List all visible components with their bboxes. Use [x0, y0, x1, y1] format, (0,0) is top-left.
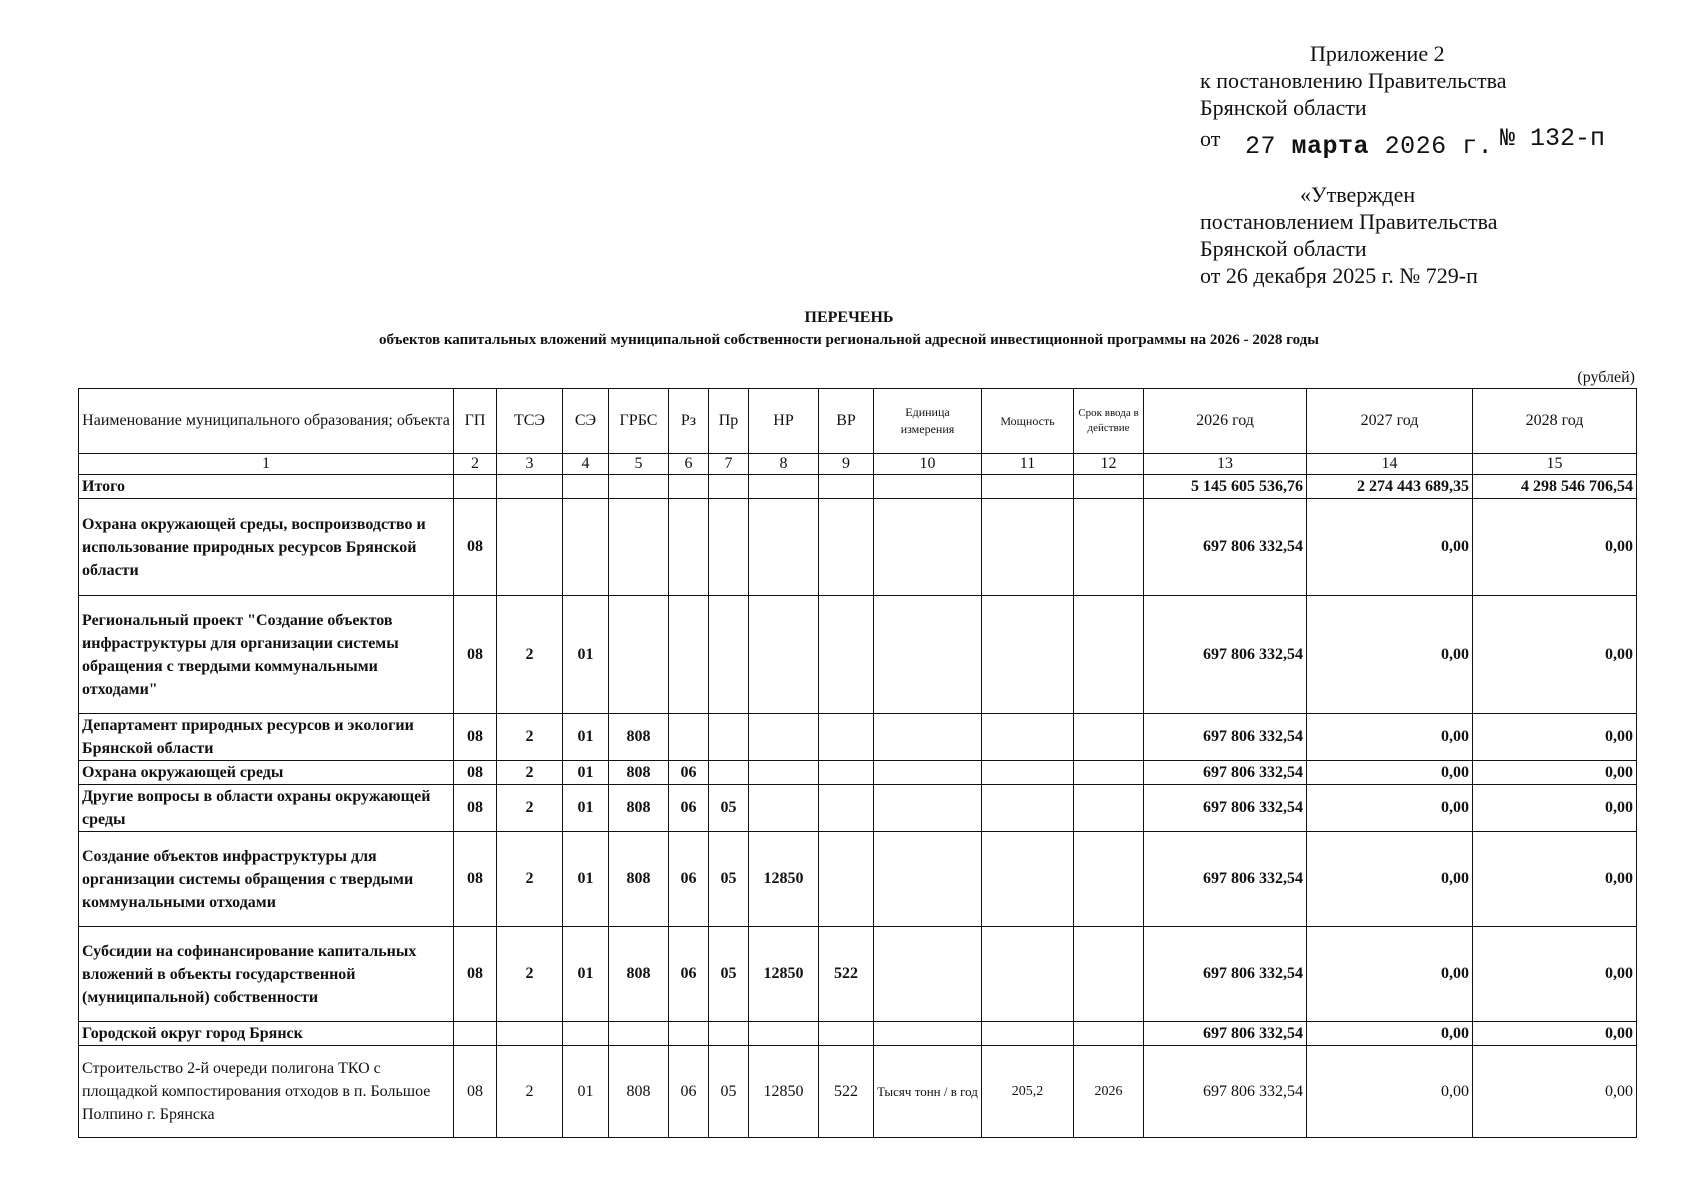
- cell-2028: 0,00: [1473, 1022, 1637, 1046]
- cell-se: 01: [563, 714, 609, 761]
- unit-note: (рублей): [1577, 369, 1635, 386]
- cell-grbs: 808: [609, 761, 669, 785]
- cell-unit: [874, 1022, 982, 1046]
- cell-term: [1074, 596, 1144, 714]
- approved-line-1: «Утвержден: [1300, 182, 1416, 207]
- column-number-row: [79, 454, 1637, 475]
- approved-line-4: от 26 декабря 2025 г. № 729-п: [1200, 263, 1478, 288]
- cell-rz: [669, 596, 709, 714]
- cell-2028: 0,00: [1473, 785, 1637, 832]
- cell-tse: 2: [497, 785, 563, 832]
- cell-nr: [749, 714, 819, 761]
- cell-unit: [874, 927, 982, 1022]
- cell-2027: 0,00: [1307, 499, 1473, 596]
- row-name: Итого: [79, 475, 454, 499]
- column-number: 12: [1074, 454, 1144, 475]
- cell-tse: 2: [497, 714, 563, 761]
- header-tse: ТСЭ: [497, 389, 563, 454]
- table-row: [79, 1046, 1637, 1138]
- column-number: 4: [563, 454, 609, 475]
- cell-tse: [497, 475, 563, 499]
- header-name: Наименование муниципального образования; объекта: [79, 389, 454, 454]
- cell-2027: 0,00: [1307, 832, 1473, 927]
- date-day: 27: [1245, 132, 1277, 161]
- row-name: Региональный проект "Создание объектов инфраструктуры для организации системы обращения с твердыми коммунальными отходами": [79, 596, 454, 714]
- cell-2026: 5 145 605 536,76: [1144, 475, 1307, 499]
- column-number: 1: [79, 454, 454, 475]
- column-number: 5: [609, 454, 669, 475]
- approved-block: [1200, 181, 1660, 289]
- cell-unit: [874, 596, 982, 714]
- cell-2028: 4 298 546 706,54: [1473, 475, 1637, 499]
- row-name: Городской округ город Брянск: [79, 1022, 454, 1046]
- table-row: [79, 714, 1637, 761]
- table-row: [79, 927, 1637, 1022]
- header-row: [79, 389, 1637, 454]
- cell-nr: [749, 1022, 819, 1046]
- cell-gp: 08: [454, 499, 497, 596]
- cell-power: [982, 832, 1074, 927]
- cell-rz: [669, 475, 709, 499]
- header-term: Срок ввода в действие: [1074, 389, 1144, 454]
- cell-2026: 697 806 332,54: [1144, 761, 1307, 785]
- cell-vr: 522: [819, 1046, 874, 1138]
- cell-se: 01: [563, 761, 609, 785]
- investment-table: [78, 388, 1637, 1138]
- cell-2028: 0,00: [1473, 832, 1637, 927]
- cell-pr: 05: [709, 785, 749, 832]
- cell-2028: 0,00: [1473, 499, 1637, 596]
- appendix-line-2: к постановлению Правительства: [1200, 68, 1507, 93]
- cell-nr: [749, 596, 819, 714]
- cell-nr: [749, 761, 819, 785]
- cell-rz: 06: [669, 761, 709, 785]
- cell-2026: 697 806 332,54: [1144, 785, 1307, 832]
- table-row: [79, 596, 1637, 714]
- cell-term: [1074, 785, 1144, 832]
- cell-se: [563, 1022, 609, 1046]
- cell-unit: [874, 785, 982, 832]
- cell-2027: 0,00: [1307, 761, 1473, 785]
- cell-grbs: [609, 499, 669, 596]
- cell-2028: 0,00: [1473, 596, 1637, 714]
- appendix-block: [1200, 40, 1660, 289]
- cell-unit: [874, 714, 982, 761]
- header-rz: Рз: [669, 389, 709, 454]
- cell-term: [1074, 714, 1144, 761]
- column-number: 8: [749, 454, 819, 475]
- cell-vr: [819, 475, 874, 499]
- cell-power: [982, 475, 1074, 499]
- cell-nr: 12850: [749, 1046, 819, 1138]
- column-number: 9: [819, 454, 874, 475]
- cell-rz: [669, 499, 709, 596]
- row-name: Субсидии на софинансирование капитальных вложений в объекты государственной (муниципальной) собственности: [79, 927, 454, 1022]
- cell-grbs: [609, 475, 669, 499]
- column-number: 14: [1307, 454, 1473, 475]
- cell-gp: 08: [454, 596, 497, 714]
- cell-unit: [874, 832, 982, 927]
- cell-power: [982, 499, 1074, 596]
- cell-tse: [497, 1022, 563, 1046]
- cell-rz: [669, 1022, 709, 1046]
- row-name: Департамент природных ресурсов и экологии Брянской области: [79, 714, 454, 761]
- cell-vr: [819, 596, 874, 714]
- date-prefix: от: [1200, 126, 1221, 151]
- cell-pr: [709, 714, 749, 761]
- column-number: 13: [1144, 454, 1307, 475]
- cell-pr: [709, 475, 749, 499]
- cell-rz: 06: [669, 1046, 709, 1138]
- cell-2028: 0,00: [1473, 714, 1637, 761]
- header-se: СЭ: [563, 389, 609, 454]
- cell-term: [1074, 475, 1144, 499]
- cell-nr: 12850: [749, 927, 819, 1022]
- cell-pr: 05: [709, 927, 749, 1022]
- cell-2027: 2 274 443 689,35: [1307, 475, 1473, 499]
- cell-pr: [709, 499, 749, 596]
- appendix-line-1: Приложение 2: [1310, 41, 1445, 66]
- table-body: [79, 475, 1637, 1138]
- date-month: марта: [1291, 132, 1370, 161]
- cell-grbs: 808: [609, 1046, 669, 1138]
- cell-pr: 05: [709, 1046, 749, 1138]
- approved-line-3: Брянской области: [1200, 236, 1367, 261]
- cell-pr: [709, 761, 749, 785]
- cell-vr: [819, 1022, 874, 1046]
- cell-term: [1074, 761, 1144, 785]
- cell-se: 01: [563, 785, 609, 832]
- cell-2028: 0,00: [1473, 761, 1637, 785]
- cell-2027: 0,00: [1307, 596, 1473, 714]
- cell-grbs: 808: [609, 714, 669, 761]
- cell-2026: 697 806 332,54: [1144, 1022, 1307, 1046]
- document-title: ПЕРЕЧЕНЬ: [804, 309, 894, 326]
- cell-power: [982, 596, 1074, 714]
- cell-vr: [819, 761, 874, 785]
- table-row: [79, 832, 1637, 927]
- table-row: [79, 1022, 1637, 1046]
- column-number: 2: [454, 454, 497, 475]
- cell-se: 01: [563, 1046, 609, 1138]
- table-row: [79, 499, 1637, 596]
- cell-pr: 05: [709, 832, 749, 927]
- cell-tse: [497, 499, 563, 596]
- cell-term: [1074, 1022, 1144, 1046]
- cell-pr: [709, 596, 749, 714]
- appendix-date-line: [1200, 125, 1660, 169]
- row-name: Охрана окружающей среды: [79, 761, 454, 785]
- cell-2026: 697 806 332,54: [1144, 499, 1307, 596]
- cell-gp: 08: [454, 832, 497, 927]
- cell-2027: 0,00: [1307, 1022, 1473, 1046]
- cell-power: [982, 1022, 1074, 1046]
- cell-gp: [454, 1022, 497, 1046]
- cell-nr: [749, 499, 819, 596]
- cell-unit: [874, 499, 982, 596]
- cell-power: [982, 785, 1074, 832]
- header-2026: 2026 год: [1144, 389, 1307, 454]
- cell-2028: 0,00: [1473, 927, 1637, 1022]
- cell-se: 01: [563, 596, 609, 714]
- cell-tse: 2: [497, 596, 563, 714]
- cell-2027: 0,00: [1307, 785, 1473, 832]
- cell-nr: 12850: [749, 832, 819, 927]
- cell-rz: [669, 714, 709, 761]
- table-row: [79, 475, 1637, 499]
- column-number: 10: [874, 454, 982, 475]
- cell-se: 01: [563, 927, 609, 1022]
- cell-gp: 08: [454, 1046, 497, 1138]
- cell-power: [982, 714, 1074, 761]
- cell-unit: [874, 475, 982, 499]
- cell-gp: 08: [454, 927, 497, 1022]
- cell-vr: [819, 499, 874, 596]
- cell-2027: 0,00: [1307, 714, 1473, 761]
- column-number: 7: [709, 454, 749, 475]
- cell-gp: [454, 475, 497, 499]
- row-name: Строительство 2-й очереди полигона ТКО с площадкой компостирования отходов в п. Большое Полпино г. Брянска: [79, 1046, 454, 1138]
- cell-2027: 0,00: [1307, 927, 1473, 1022]
- cell-nr: [749, 785, 819, 832]
- cell-term: [1074, 499, 1144, 596]
- cell-term: [1074, 832, 1144, 927]
- cell-power: 205,2: [982, 1046, 1074, 1138]
- cell-tse: 2: [497, 832, 563, 927]
- cell-2027: 0,00: [1307, 1046, 1473, 1138]
- row-name: Другие вопросы в области охраны окружающей среды: [79, 785, 454, 832]
- cell-2026: 697 806 332,54: [1144, 832, 1307, 927]
- header-gp: ГП: [454, 389, 497, 454]
- cell-term: [1074, 927, 1144, 1022]
- column-number: 15: [1473, 454, 1637, 475]
- cell-pr: [709, 1022, 749, 1046]
- cell-2028: 0,00: [1473, 1046, 1637, 1138]
- row-name: Создание объектов инфраструктуры для организации системы обращения с твердыми коммунальными отходами: [79, 832, 454, 927]
- header-2028: 2028 год: [1473, 389, 1637, 454]
- date-stamp: [1245, 133, 1493, 160]
- document-subtitle: объектов капитальных вложений муниципальной собственности региональной адресной инвестиционной программы на 2026 - 2028 годы: [379, 332, 1319, 348]
- cell-power: [982, 761, 1074, 785]
- cell-2026: 697 806 332,54: [1144, 1046, 1307, 1138]
- column-number: 6: [669, 454, 709, 475]
- header-vr: ВР: [819, 389, 874, 454]
- header-2027: 2027 год: [1307, 389, 1473, 454]
- row-name: Охрана окружающей среды, воспроизводство и использование природных ресурсов Брянской области: [79, 499, 454, 596]
- cell-tse: 2: [497, 927, 563, 1022]
- document-number: № 132-п: [1500, 124, 1606, 153]
- cell-se: [563, 475, 609, 499]
- cell-vr: [819, 785, 874, 832]
- appendix-line-3: Брянской области: [1200, 95, 1367, 120]
- header-grbs: ГРБС: [609, 389, 669, 454]
- cell-2026: 697 806 332,54: [1144, 596, 1307, 714]
- header-nr: НР: [749, 389, 819, 454]
- cell-unit: [874, 761, 982, 785]
- cell-2026: 697 806 332,54: [1144, 927, 1307, 1022]
- cell-gp: 08: [454, 785, 497, 832]
- cell-term: 2026: [1074, 1046, 1144, 1138]
- cell-vr: [819, 714, 874, 761]
- cell-se: [563, 499, 609, 596]
- header-unit: Единица измерения: [874, 389, 982, 454]
- cell-grbs: 808: [609, 927, 669, 1022]
- cell-se: 01: [563, 832, 609, 927]
- cell-gp: 08: [454, 714, 497, 761]
- cell-grbs: 808: [609, 785, 669, 832]
- cell-nr: [749, 475, 819, 499]
- cell-2026: 697 806 332,54: [1144, 714, 1307, 761]
- cell-rz: 06: [669, 927, 709, 1022]
- cell-gp: 08: [454, 761, 497, 785]
- table-row: [79, 761, 1637, 785]
- cell-grbs: [609, 1022, 669, 1046]
- cell-vr: [819, 832, 874, 927]
- approved-line-2: постановлением Правительства: [1200, 209, 1498, 234]
- date-year: 2026 г.: [1384, 132, 1494, 161]
- cell-tse: 2: [497, 1046, 563, 1138]
- header-power: Мощность: [982, 389, 1074, 454]
- column-number: 3: [497, 454, 563, 475]
- cell-grbs: 808: [609, 832, 669, 927]
- table-row: [79, 785, 1637, 832]
- cell-rz: 06: [669, 832, 709, 927]
- cell-grbs: [609, 596, 669, 714]
- column-number: 11: [982, 454, 1074, 475]
- cell-tse: 2: [497, 761, 563, 785]
- cell-unit: Тысяч тонн / в год: [874, 1046, 982, 1138]
- cell-rz: 06: [669, 785, 709, 832]
- header-pr: Пр: [709, 389, 749, 454]
- cell-vr: 522: [819, 927, 874, 1022]
- cell-power: [982, 927, 1074, 1022]
